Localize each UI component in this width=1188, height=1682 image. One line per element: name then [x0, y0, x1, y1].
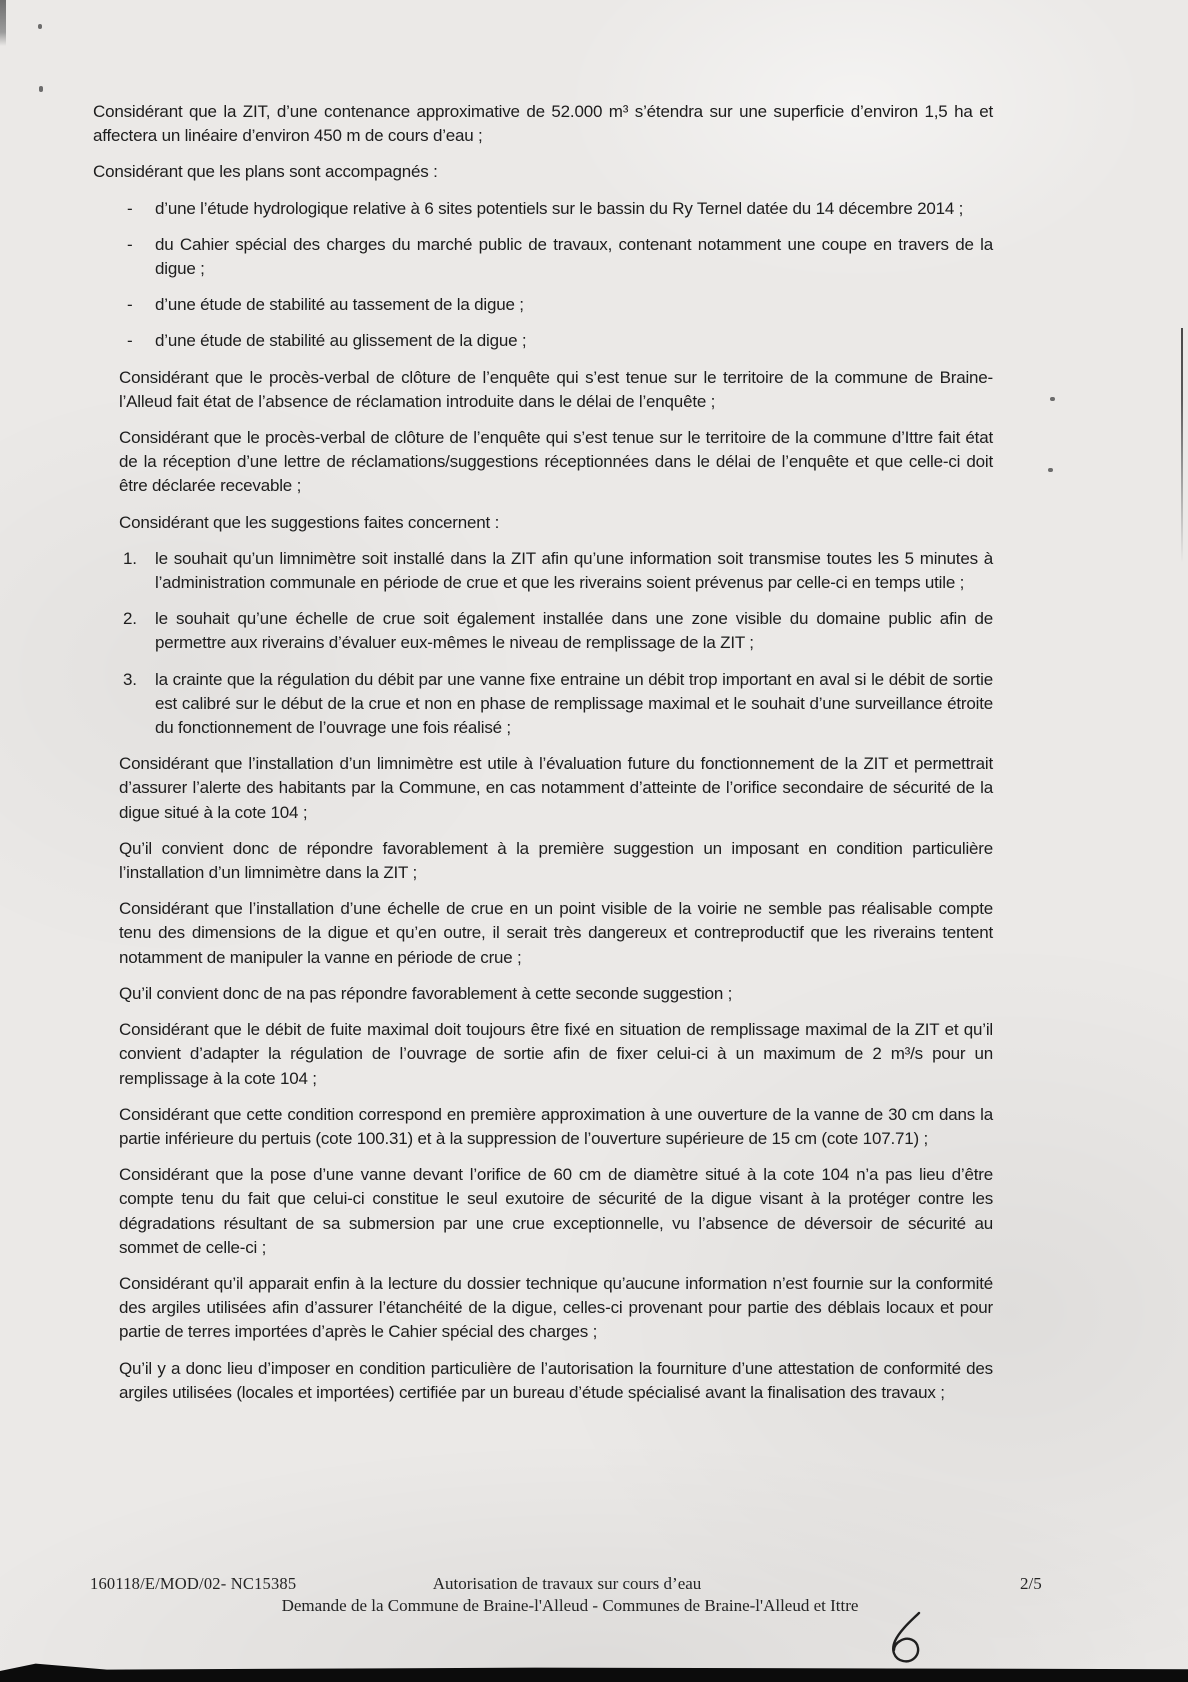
para-pv-ittre: Considérant que le procès-verbal de clôture de l’enquête qui s’est tenue sur le territoire de la commune d’Ittre fait état de la réception d’une lettre de réclamations/suggestions réceptionnées dans le délai de l’enquête et que celle-ci doit être déclarée recevable ;	[119, 428, 993, 496]
scan-speckle	[39, 86, 43, 92]
scan-bottom-bar	[0, 1662, 1188, 1682]
para-reponse-seconde-suggestion: Qu’il convient donc de na pas répondre favorablement à cette seconde suggestion ;	[119, 983, 733, 1003]
dash-bullet-marker: -	[127, 198, 133, 218]
para-reponse-premiere-suggestion: Qu’il convient donc de répondre favorablement à la première suggestion un imposant en condition particulière l’installation d’un limnimètre dans la ZIT ;	[119, 838, 993, 883]
suggestion-echelle-crue	[93, 607, 993, 655]
scan-speckle	[1050, 397, 1055, 401]
list-number: 1.	[123, 548, 137, 568]
para-plans-accompagnes: Considérant que les plans sont accompagnés :	[93, 162, 438, 182]
dash-bullet-marker: -	[127, 295, 133, 315]
footer-title: Autorisation de travaux sur cours d’eau	[432, 1574, 702, 1593]
suggestion-limnimetre	[93, 547, 993, 595]
suggestion-text: le souhait qu’une échelle de crue soit également installée dans une zone visible du domaine public afin de permettre aux riverains d’évaluer eux-mêmes le niveau de remplissage de la ZIT ;	[155, 609, 993, 653]
scan-edge-top-left	[0, 0, 6, 46]
para-pose-vanne-orifice: Considérant que la pose d’une vanne devant l’orifice de 60 cm de diamètre situé à la cote 104 n’a pas lieu d’être compte tenu du fait que celui-ci constitue le seul exutoire de sécurité de la digue visant à la protéger contre les dégradations résultant de sa submersion par une crue exceptionnelle, vu l’absence de déversoir de sécurité au sommet de celle-ci ;	[119, 1165, 993, 1257]
scan-speckle	[38, 24, 42, 29]
scan-speckle	[1048, 468, 1053, 472]
footer-subtitle: Demande de la Commune de Braine-l'Alleud - Communes de Braine-l'Alleud et Ittre	[281, 1596, 859, 1615]
footer-page-number: 2/5	[1020, 1574, 1042, 1593]
bullet-cahier-special	[93, 233, 993, 281]
para-echelle-crue-impossible: Considérant que l’installation d’une échelle de crue en un point visible de la voirie ne semble pas réalisable compte tenu des dimensions de la digue et qu’en outre, il serait très dangereux et contreproductif que les riverains tentent notamment de manipuler la vanne en période de crue ;	[119, 899, 993, 967]
para-ouverture-vanne: Considérant que cette condition correspond en première approximation à une ouverture de la vanne de 30 cm dans la partie inférieure du pertuis (cote 100.31) et à la suppression de l’ouverture supérieure de 15 cm (cote 107.71) ;	[119, 1104, 993, 1148]
bullet-text: du Cahier spécial des charges du marché public de travaux, contenant notamment une coupe en travers de la digue ;	[155, 234, 993, 279]
dash-bullet-marker: -	[127, 234, 133, 254]
list-number: 3.	[123, 669, 137, 689]
para-debit-fuite-maximal: Considérant que le débit de fuite maximal doit toujours être fixé en situation de remplissage maximal de la ZIT et qu’il convient d’adapter la régulation de l’ouvrage de sortie afin de fixer celui-ci à un maximum de 2 m³/s pour un remplissage à la cote 104 ;	[119, 1020, 993, 1088]
handwritten-6-stroke	[886, 1610, 928, 1666]
footer-reference: 160118/E/MOD/02- NC15385	[90, 1574, 297, 1593]
bullet-etude-hydrologique	[93, 197, 993, 221]
handwritten-mark-6	[886, 1610, 928, 1666]
para-conformite-argiles: Considérant qu’il apparait enfin à la lecture du dossier technique qu’aucune information n’est fournie sur la conformité des argiles utilisées afin d’assurer l’étanchéité de la digue, celles-ci provenant pour partie des déblais locaux et pour partie de terres importées d’après le Cahier spécial des charges ;	[119, 1273, 993, 1342]
document-body	[93, 100, 993, 1417]
para-contenance-zit: Considérant que la ZIT, d’une contenance approximative de 52.000 m³ s’étendra sur une superficie d’environ 1,5 ha et affectera un linéaire d’environ 450 m de cours d’eau ;	[93, 102, 993, 146]
para-attestation-conformite: Qu’il y a donc lieu d’imposer en condition particulière de l’autorisation la fourniture d’une attestation de conformité des argiles utilisées (locales et importées) certifiée par un bureau d’étude spécialisé avant la finalisation des travaux ;	[119, 1358, 993, 1402]
bullet-text: d’une étude de stabilité au glissement de la digue ;	[155, 331, 527, 351]
para-suggestions-intro: Considérant que les suggestions faites concernent :	[119, 512, 500, 532]
bullet-text: d’une étude de stabilité au tassement de la digue ;	[155, 295, 524, 315]
suggestion-text: le souhait qu’un limnimètre soit installé dans la ZIT afin qu’une information soit transmise toutes les 5 minutes à l’administration communale en période de crue et que les riverains soient prévenus par celle-ci en temps utile ;	[155, 548, 993, 593]
bullet-stabilite-tassement	[93, 293, 993, 317]
bullet-text: d’une l’étude hydrologique relative à 6 sites potentiels sur le bassin du Ry Ternel datée du 14 décembre 2014 ;	[155, 198, 964, 218]
scan-line-right-edge	[1181, 328, 1183, 563]
dash-bullet-marker: -	[127, 331, 133, 351]
suggestion-crainte-regulation	[93, 668, 993, 741]
suggestion-text: la crainte que la régulation du débit par une vanne fixe entraine un débit trop important en aval si le débit de sortie est calibré sur le début de la crue et non en phase de remplissage maximal et le souhait d’une surveillance étroite du fonctionnement de l’ouvrage une fois réalisé ;	[155, 669, 993, 738]
para-limnimetre-utile: Considérant que l’installation d’un limnimètre est utile à l’évaluation future du fonctionnement de la ZIT et permettrait d’assurer l’alerte des habitants par la Commune, en cas notamment d’atteinte de l’orifice secondaire de sécurité de la digue situé à la cote 104 ;	[119, 754, 993, 822]
list-number: 2.	[123, 609, 137, 629]
para-pv-braine-alleud: Considérant que le procès-verbal de clôture de l’enquête qui s’est tenue sur le territoire de la commune de Braine-l’Alleud fait état de l’absence de réclamation introduite dans le délai de l’enquête ;	[119, 367, 993, 411]
bullet-stabilite-glissement	[93, 329, 993, 353]
